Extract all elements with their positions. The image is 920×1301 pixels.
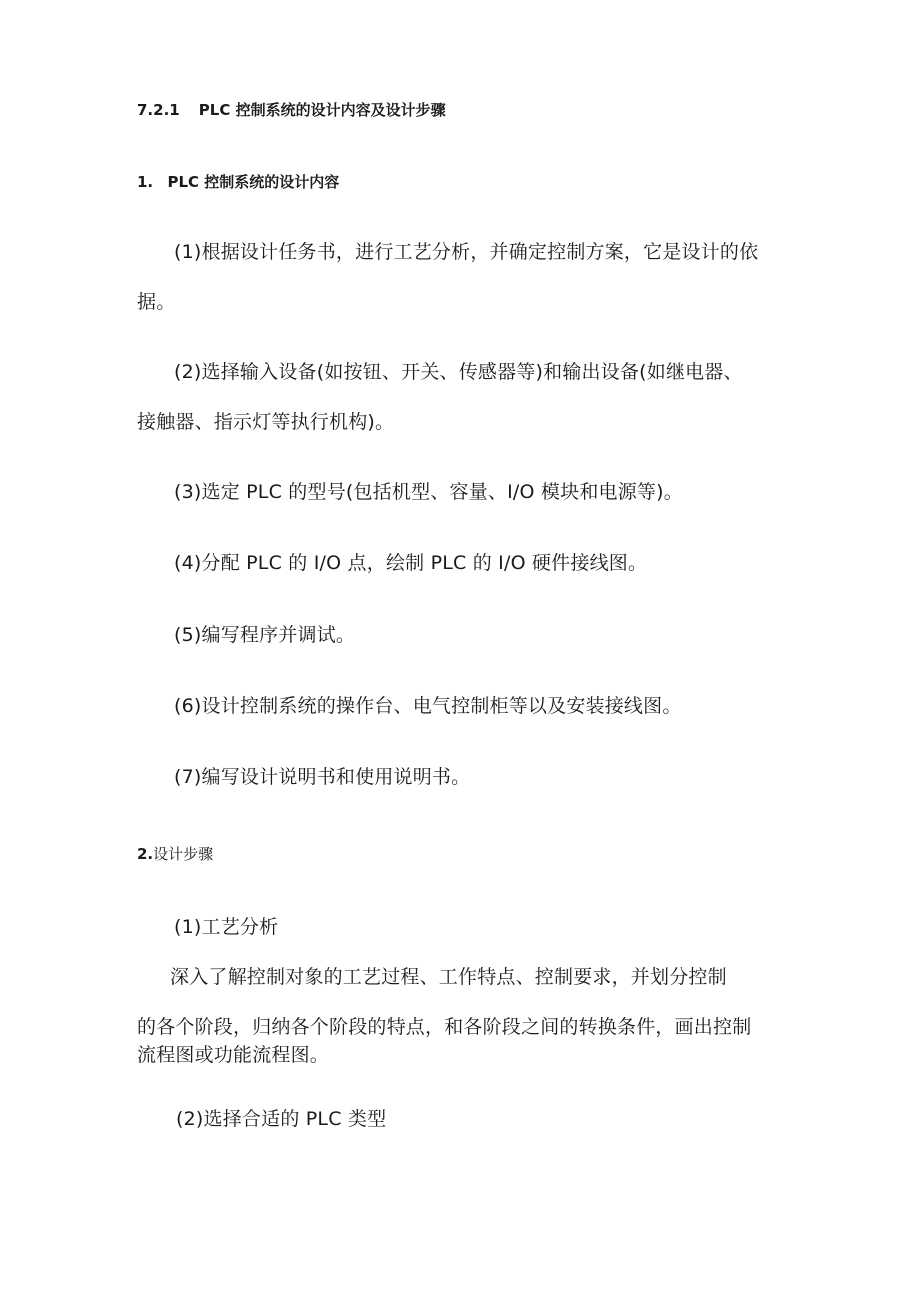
item-1-line-2: 据。 bbox=[137, 291, 176, 313]
step1-text-line-1: 深入了解控制对象的工艺过程、工作特点、控制要求，并划分控制 bbox=[170, 966, 727, 988]
item-4: (4)分配 PLC 的 I/O 点，绘制 PLC 的 I/O 硬件接线图。 bbox=[174, 552, 648, 574]
item-6: (6)设计控制系统的操作台、电气控制柜等以及安装接线图。 bbox=[174, 695, 682, 717]
section-title: PLC 控制系统的设计内容及设计步骤 bbox=[198, 101, 446, 119]
section-number: 7.2.1 bbox=[137, 101, 180, 119]
step1-title: (1)工艺分析 bbox=[174, 916, 279, 938]
step2-title: (2)选择合适的 PLC 类型 bbox=[176, 1108, 387, 1130]
item-1-line-1: (1)根据设计任务书，进行工艺分析，并确定控制方案，它是设计的依 bbox=[174, 241, 759, 263]
section-heading bbox=[137, 99, 446, 120]
item-7: (7)编写设计说明书和使用说明书。 bbox=[174, 766, 471, 788]
item-2-line-2: 接触器、指示灯等执行机构)。 bbox=[137, 411, 395, 433]
step1-text-line-3: 流程图或功能流程图。 bbox=[137, 1044, 330, 1066]
item-3: (3)选定 PLC 的型号(包括机型、容量、I/O 模块和电源等)。 bbox=[174, 481, 683, 503]
step1-text-line-2: 的各个阶段，归纳各个阶段的特点，和各阶段之间的转换条件，画出控制 bbox=[137, 1016, 752, 1038]
part1-title: PLC 控制系统的设计内容 bbox=[167, 173, 340, 191]
part1-number: 1. bbox=[137, 173, 154, 191]
part2-heading bbox=[137, 843, 213, 864]
part1-heading bbox=[137, 171, 339, 192]
part2-number: 2. bbox=[137, 845, 154, 863]
item-5: (5)编写程序并调试。 bbox=[174, 624, 356, 646]
part2-title: 设计步骤 bbox=[153, 845, 214, 863]
item-2-line-1: (2)选择输入设备(如按钮、开关、传感器等)和输出设备(如继电器、 bbox=[174, 361, 743, 383]
